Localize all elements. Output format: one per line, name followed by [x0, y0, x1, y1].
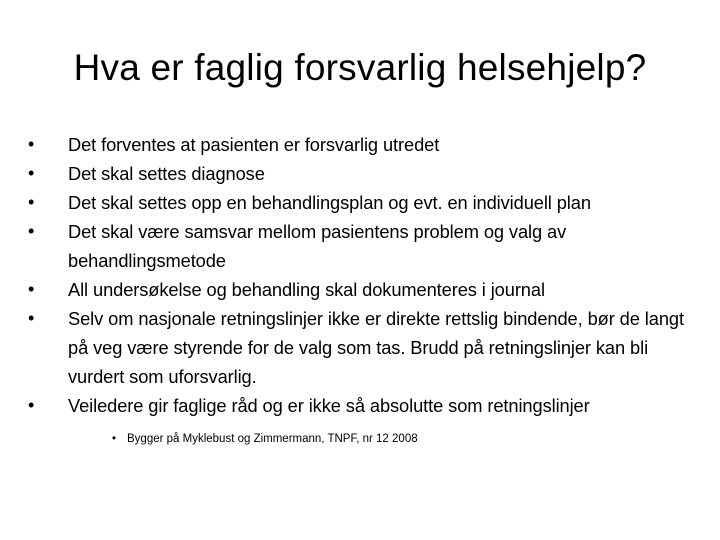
source-text: Bygger på Myklebust og Zimmermann, TNPF, nr 12 2008 [127, 433, 418, 445]
bullet-text: Det skal være samsvar mellom pasientens problem og valg av behandlingsmetode [68, 221, 567, 271]
bullet-marker: • [28, 221, 35, 241]
bullet-text: Det forventes at pasienten er forsvarlig utredet [68, 134, 440, 155]
bullet-item [28, 391, 688, 420]
bullet-list [28, 130, 688, 420]
bullet-text: All undersøkelse og behandling skal dokumenteres i journal [68, 279, 545, 300]
source-bullet-marker: • [112, 433, 117, 445]
bullet-marker: • [28, 308, 35, 328]
bullet-text: Det skal settes diagnose [68, 163, 265, 184]
bullet-text: Det skal settes opp en behandlingsplan og evt. en individuell plan [68, 192, 591, 213]
bullet-text: Selv om nasjonale retningslinjer ikke er direkte rettslig bindende, bør de langt på veg være styrende for de valg som tas. Brudd på retningslinjer kan bli vurdert som uforsvarlig. [68, 308, 684, 387]
bullet-item [28, 304, 688, 391]
bullet-item [28, 130, 688, 159]
bullet-item [28, 275, 688, 304]
bullet-marker: • [28, 279, 35, 299]
bullet-marker: • [28, 395, 35, 415]
bullet-item [28, 188, 688, 217]
bullet-text: Veiledere gir faglige råd og er ikke så absolutte som retningslinjer [68, 395, 590, 416]
bullet-marker: • [28, 134, 35, 154]
source-note [112, 430, 418, 448]
bullet-marker: • [28, 192, 35, 212]
bullet-marker: • [28, 163, 35, 183]
bullet-item [28, 217, 688, 275]
bullet-item [28, 159, 688, 188]
slide-title: Hva er faglig forsvarlig helsehjelp? [73, 47, 647, 88]
